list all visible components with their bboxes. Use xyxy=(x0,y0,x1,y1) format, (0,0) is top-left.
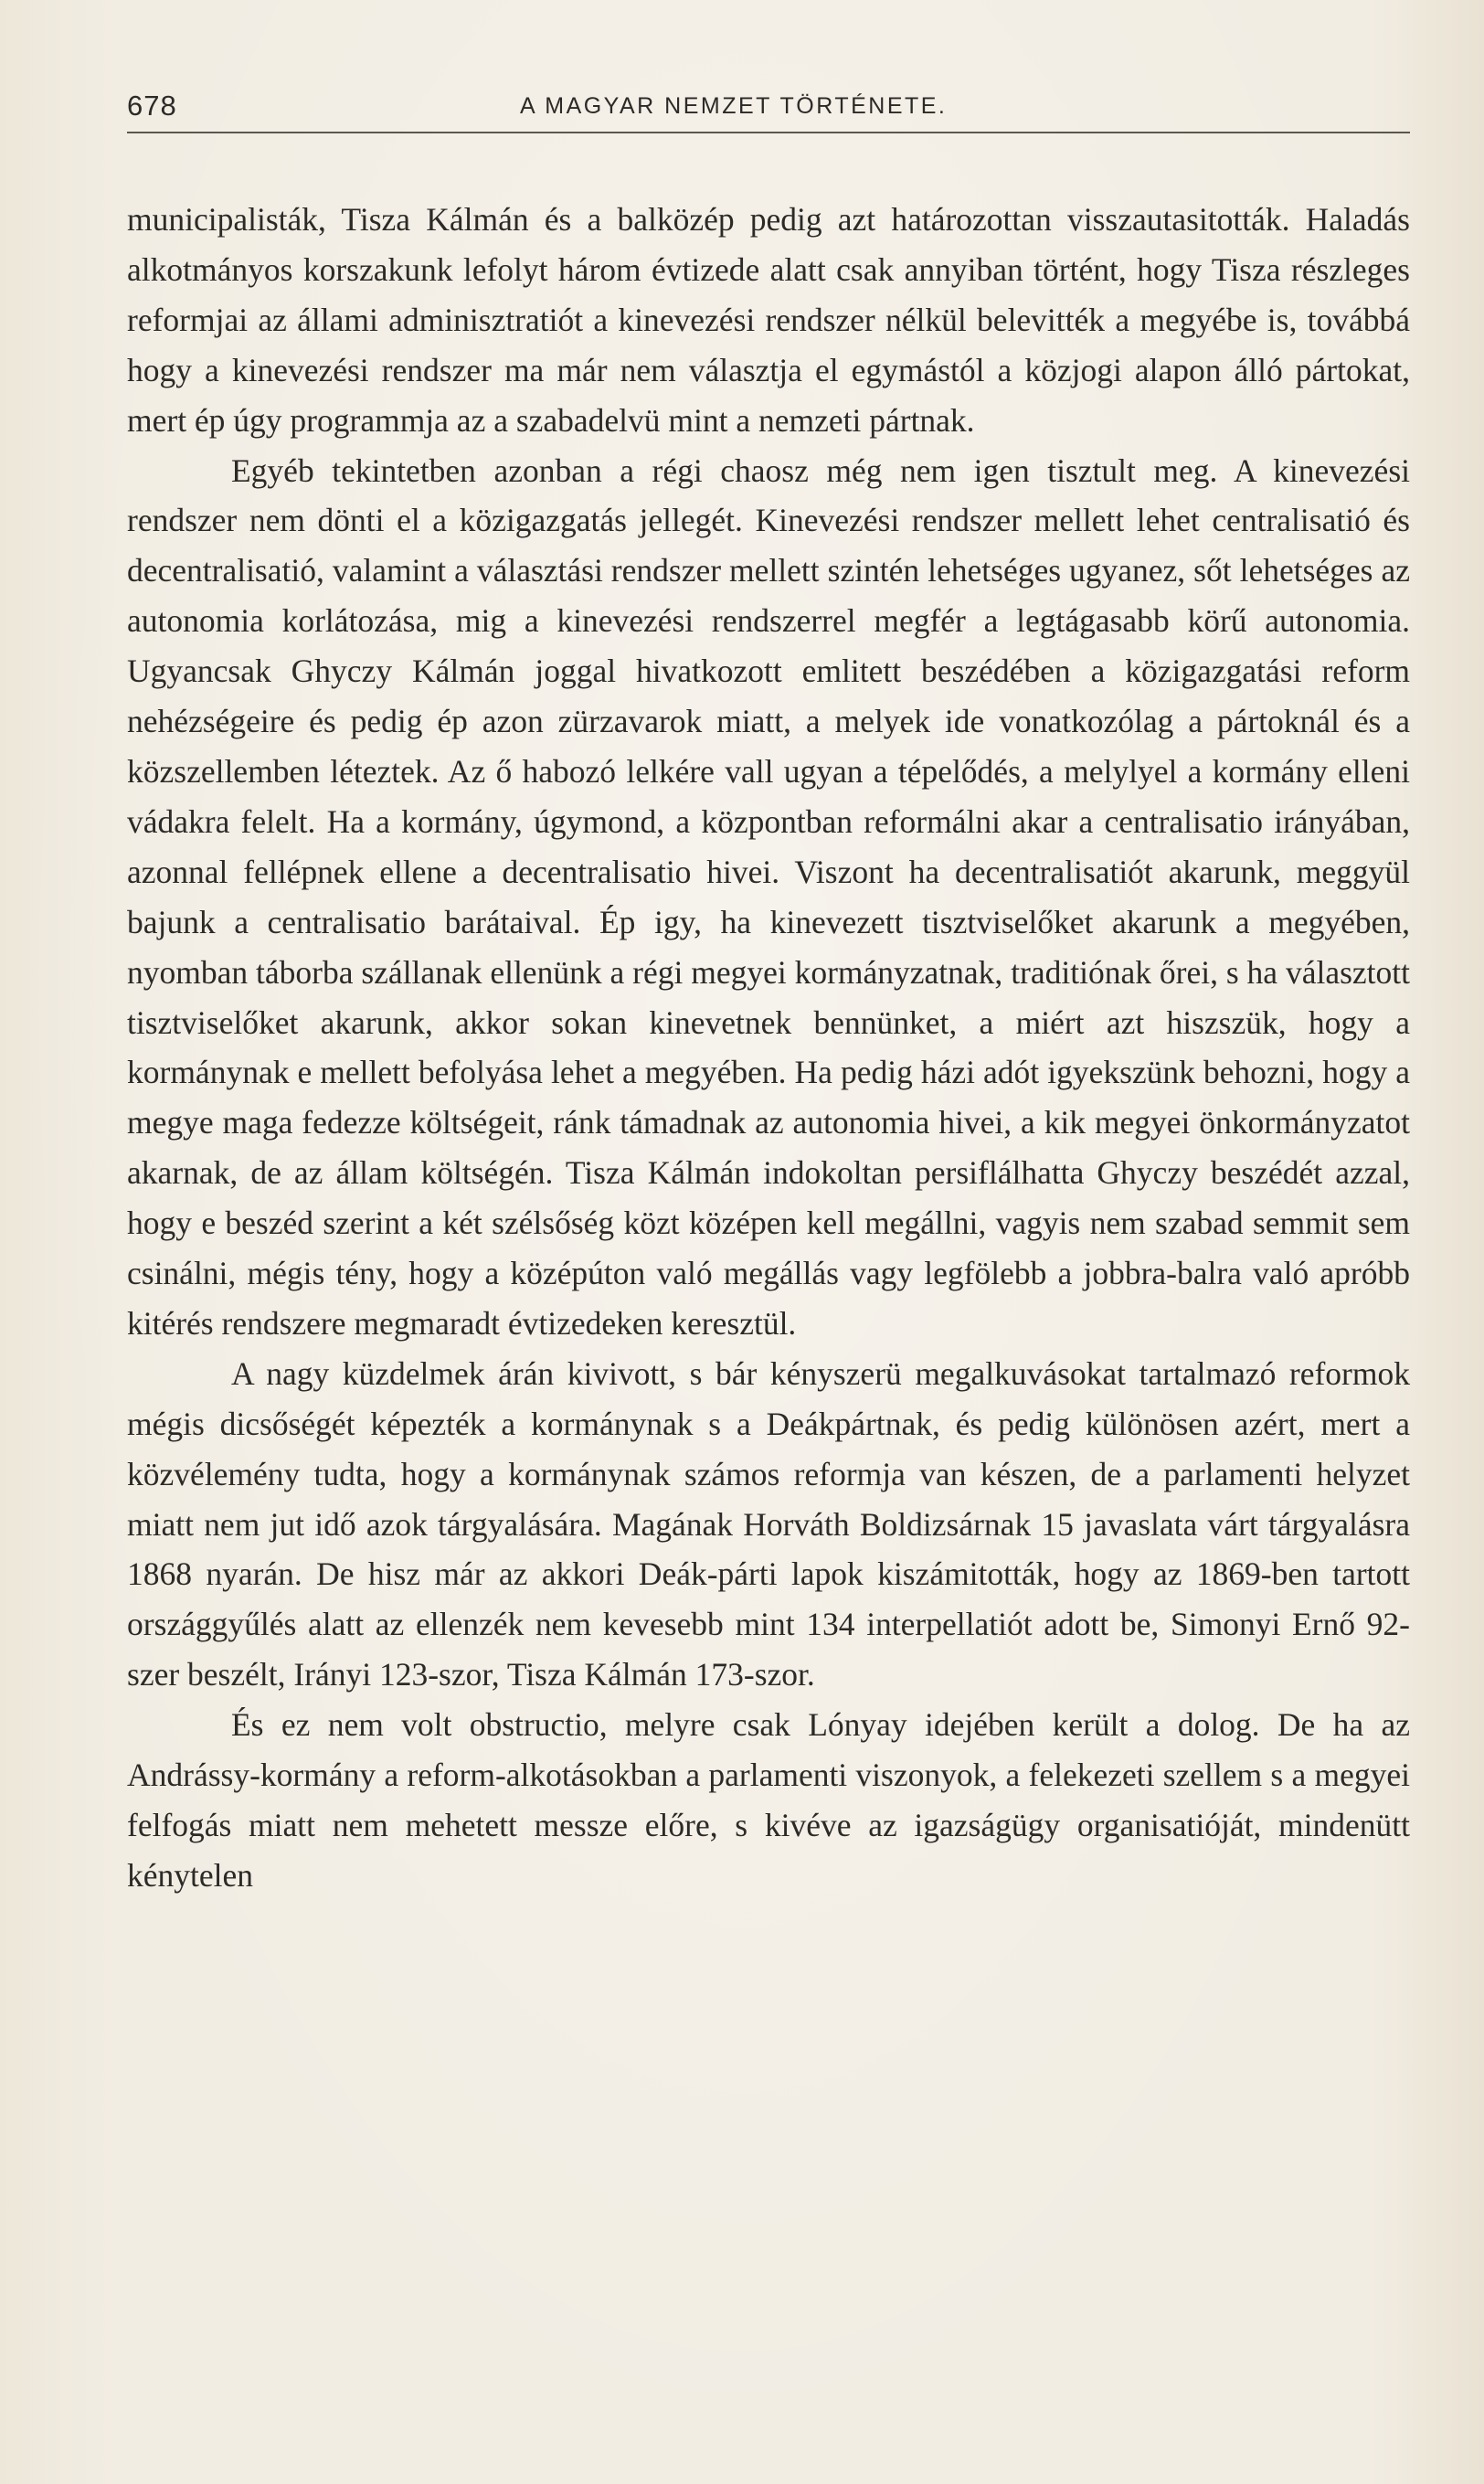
paragraph-1: municipalisták, Tisza Kálmán és a balközép pedig azt határozottan visszautasitották. Haladás alkotmányos korszakunk lefolyt három évtizede alatt csak annyiban történt, hogy Tisza részleges reformjai az állami adminisztratiót a kinevezési rendszer nélkül belevitték a megyébe is, továbbá hogy a kinevezési rendszer ma már nem választja el egymástól a közjogi alapon álló pártokat, mert ép úgy programmja az a szabadelvü mint a nemzeti pártnak. xyxy=(127,201,1410,439)
running-title: A MAGYAR NEMZET TÖRTÉNETE. xyxy=(520,93,948,119)
paragraph-4: És ez nem volt obstructio, melyre csak Lónyay idejében került a dolog. De ha az Andrássy-kormány a reform-alkotásokban a parlamenti viszonyok, a felekezeti szellem s a megyei felfogás miatt nem mehetett messze előre, s kivéve az igazságügy organisatióját, mindenütt kénytelen xyxy=(127,1706,1410,1894)
paragraph-3: A nagy küzdelmek árán kivivott, s bár kényszerü megalkuvásokat tartalmazó reformok mégis dicsőségét képezték a kormánynak s a Deákpártnak, és pedig különösen azért, mert a közvélemény tudta, hogy a kormánynak számos reformja van készen, de a parlamenti helyzet miatt nem jut idő azok tárgyalására. Magának Horváth Boldizsárnak 15 javaslata várt tárgyalásra 1868 nyarán. De hisz már az akkori Deák-párti lapok kiszámitották, hogy az 1869-ben tartott országgyűlés alatt az ellenzék nem kevesebb mint 134 interpellatiót adott be, Simonyi Ernő 92-szer beszélt, Irányi 123-szor, Tisza Kálmán 173-szor. xyxy=(127,1354,1410,1693)
paragraph-2: Egyéb tekintetben azonban a régi chaosz még nem igen tisztult meg. A kinevezési rendszer nem dönti el a közigazgatás jellegét. Kinevezési rendszer mellett lehet centralisatió és decentralisatió, valamint a választási rendszer mellett szintén lehetséges ugyanez, sőt lehetséges az autonomia korlátozása, mig a kinevezési rendszerrel megfér a legtágasabb körű autonomia. Ugyancsak Ghyczy Kálmán joggal hivatkozott emlitett beszédében a közigazgatási reform nehézségeire és pedig ép azon zürzavarok miatt, a melyek ide vonatkozólag a pártoknál és a közszellemben léteztek. Az ő habozó lelkére vall ugyan a tépelődés, a melylyel a kormány elleni vádakra felelt. Ha a kormány, úgymond, a központban reformálni akar a centralisatio irányában, azonnal fellépnek ellene a decentralisatio hivei. Viszont ha decentralisatiót akarunk, meggyül bajunk a centralisatio barátaival. Ép igy, ha kinevezett tisztviselőket akarunk a megyében, nyomban táborba szállanak ellenünk a régi megyei kormányzatnak, traditiónak őrei, s ha választott tisztviselőket akarunk, akkor sokan kinevetnek bennünket, a miért azt hiszszük, hogy a kormánynak e mellett befolyása lehet a megyében. Ha pedig házi adót igyekszünk behozni, hogy a megye maga fedezze költségeit, ránk támadnak az autonomia hivei, a kik megyei önkormányzatot akarnak, de az állam költségén. Tisza Kálmán indokoltan persiflálhatta Ghyczy beszédét azzal, hogy e beszéd szerint a két szélsőség közt középen kell megállni, vagyis nem szabad semmit sem csinálni, mégis tény, hogy a középúton való megállás vagy legfölebb a jobbra-balra való apróbb kitérés rendszere megmaradt évtizedeken keresztül. xyxy=(127,451,1410,1342)
page-number: 678 xyxy=(127,90,177,122)
running-head xyxy=(127,90,1410,133)
body-text xyxy=(127,195,1410,1901)
